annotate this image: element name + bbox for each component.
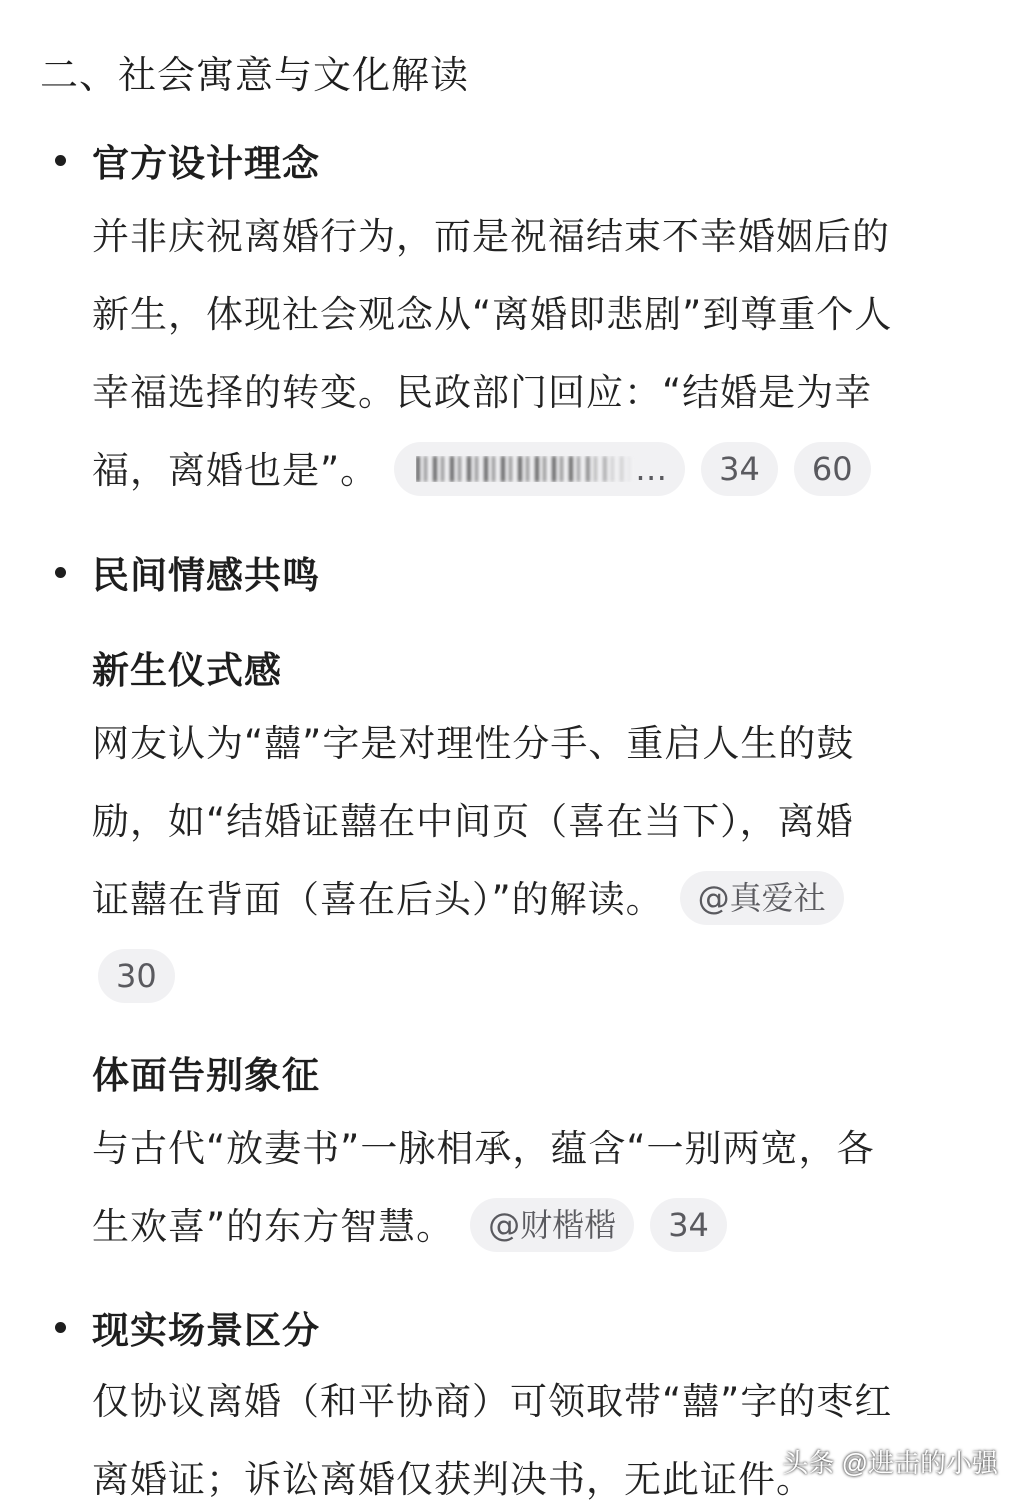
blurred-source-text (416, 456, 636, 482)
paragraph-official-design (92, 198, 992, 510)
source-chip[interactable]: 34 (650, 1198, 727, 1252)
bullet-dot-icon (55, 567, 66, 578)
paragraph-line-sources (92, 939, 992, 1017)
bullet-dot-icon (55, 155, 66, 166)
paragraph-line: 与古代“放妻书”一脉相承，蕴含“一别两宽，各 (92, 1127, 875, 1170)
paragraph-line: 离婚证；诉讼离婚仅获判决书，无此证件。 (92, 1458, 814, 1500)
paragraph-line: 网友认为“囍”字是对理性分手、重启人生的鼓 (92, 722, 855, 765)
paragraph-rebirth-ritual (92, 705, 992, 1017)
paragraph-line-with-sources (92, 1188, 992, 1266)
paragraph-line-text: 生欢喜”的东方智慧。 (92, 1205, 455, 1248)
paragraph-line-text: 证囍在背面（喜在后头）”的解读。 (92, 878, 664, 921)
bullet-official-design (55, 133, 320, 187)
paragraph-line: 并非庆祝离婚行为，而是祝福结束不幸婚姻后的 (92, 215, 890, 258)
paragraph-line-with-sources (92, 861, 992, 939)
paragraph-line: 新生，体现社会观念从“离婚即悲剧”到尊重个人 (92, 293, 893, 336)
subsection-title: 新生仪式感 (92, 649, 282, 692)
bullet-title: 民间情感共鸣 (92, 554, 320, 597)
source-chip[interactable]: @真爱社 (680, 871, 844, 925)
bullet-reality-scene (55, 1300, 320, 1354)
subsection-title: 体面告别象征 (92, 1054, 320, 1097)
source-chip-blurred[interactable] (394, 442, 685, 496)
source-chip[interactable]: 30 (98, 949, 175, 1003)
bullet-folk-resonance (55, 545, 320, 599)
paragraph-line: 励，如“结婚证囍在中间页（喜在当下），离婚 (92, 800, 854, 843)
paragraph-line-with-sources (92, 432, 992, 510)
source-chip[interactable]: 60 (794, 442, 871, 496)
source-chip[interactable]: 34 (701, 442, 778, 496)
section-title: 二、社会寓意与文化解读 (40, 53, 470, 97)
bullet-dot-icon (55, 1322, 66, 1333)
bullet-title: 官方设计理念 (92, 142, 320, 185)
paragraph-line: 仅协议离婚（和平协商）可领取带“囍”字的枣红 (92, 1380, 893, 1423)
ellipsis: … (635, 449, 668, 488)
paragraph-line: 幸福选择的转变。民政部门回应：“结婚是为幸 (92, 371, 873, 414)
watermark: 头条 @进击的小强 (782, 1448, 998, 1478)
paragraph-line-text: 福，离婚也是”。 (92, 449, 379, 492)
bullet-title: 现实场景区分 (92, 1309, 320, 1352)
source-chip[interactable]: @财楷楷 (470, 1198, 634, 1252)
paragraph-graceful-farewell (92, 1110, 992, 1266)
